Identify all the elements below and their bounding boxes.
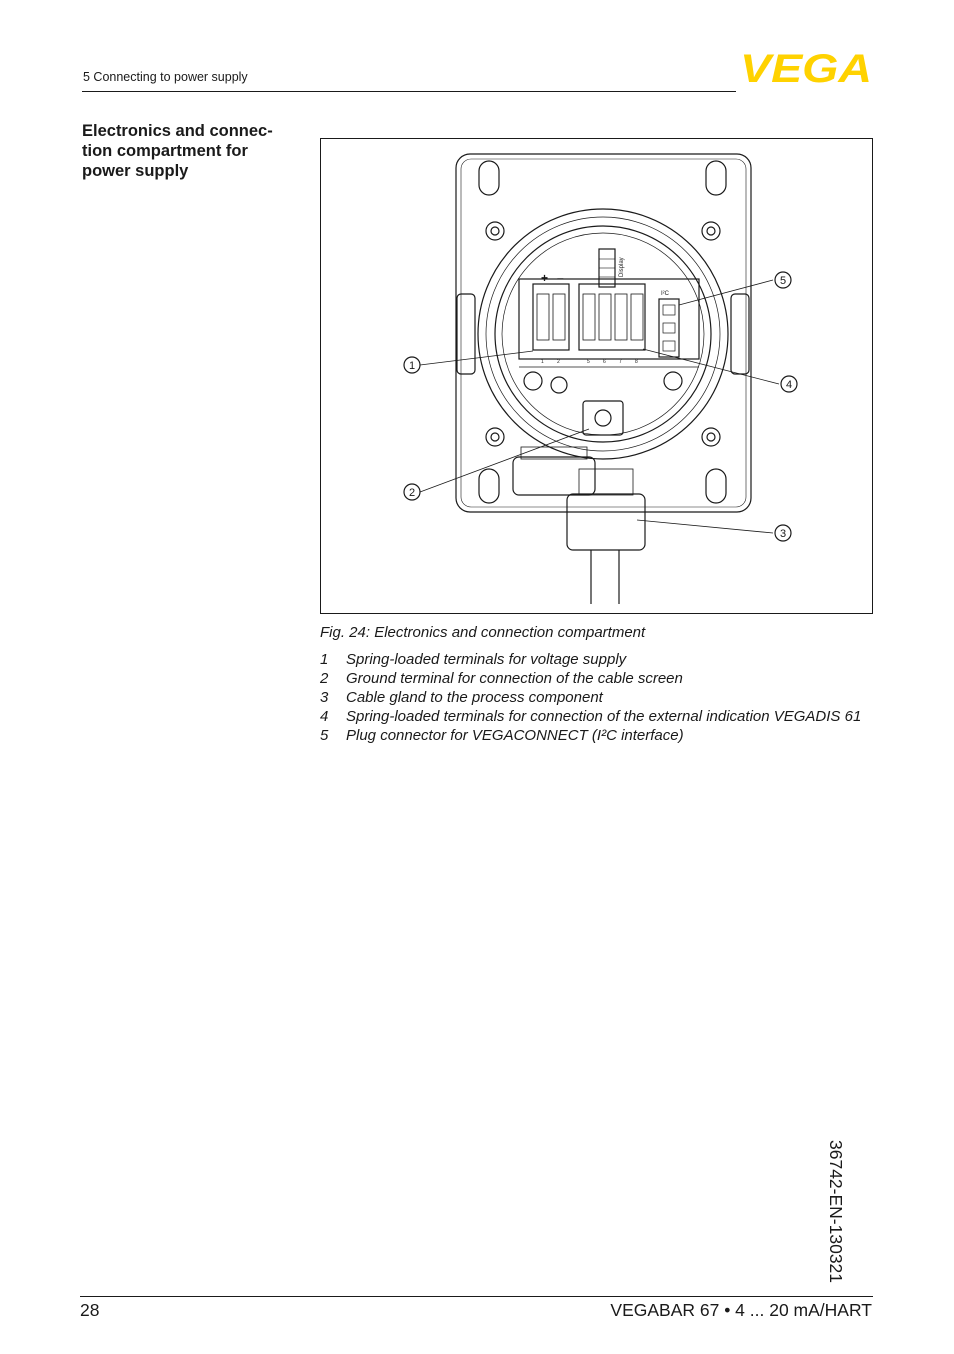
document-code [806,1140,846,1300]
footer-rule [80,1296,873,1297]
slot-hole [706,469,726,503]
figure-caption: Fig. 24: Electronics and connection compartment [320,624,646,641]
vega-logo [740,50,874,86]
legend-number: 1 [320,651,329,668]
terminal-number: 6 [603,359,606,365]
header-rule [82,91,736,92]
figure-electronics-compartment [320,138,873,614]
ground-terminal [583,401,623,435]
terminal-minus-label: – [557,271,564,285]
housing-ring [486,217,720,451]
legend-text: Spring-loaded terminals for voltage supply [346,651,627,668]
callout-4: 4 [785,379,793,391]
slot-hole [479,469,499,503]
terminal-number: 8 [635,359,638,365]
legend-item [320,726,876,745]
vega-logo-text: VEGA [740,50,872,86]
legend-text: Spring-loaded terminals for connection of the external indication VEGADIS 61 [346,708,862,725]
cable-gland-process [567,494,645,550]
side-boss-left [457,294,475,374]
slot-hole [479,161,499,195]
legend-item [320,650,876,669]
legend-number: 4 [320,708,329,725]
terminal-number: 2 [557,359,560,365]
corner-screw-center [707,227,715,235]
leader-2 [420,429,589,492]
legend-text: Ground terminal for connection of the cable screen [346,670,683,687]
terminal-number: 7 [619,359,622,365]
flange-plate-inner [461,159,746,507]
callout-2: 2 [408,487,416,499]
housing-outer-ring [478,209,728,459]
i2c-connector [659,299,679,357]
document-code-text: 36742-EN-130321 [826,1140,846,1284]
corner-screw-center [491,227,499,235]
corner-screw [486,222,504,240]
terminal-number: 5 [587,359,590,365]
legend-item [320,707,876,726]
board-screw [551,377,567,393]
corner-screw [702,222,720,240]
flange-plate [456,154,751,512]
terminal-number: 1 [541,359,544,365]
figure-legend [320,650,876,745]
legend-number: 3 [320,689,329,706]
legend-item [320,688,876,707]
callout-1: 1 [408,360,416,372]
board-screw [664,372,682,390]
compartment-drawing [321,139,874,615]
page-number: 28 [80,1300,100,1320]
callout-3: 3 [779,528,787,540]
slot-hole [706,161,726,195]
i2c-label: I²C [661,291,669,297]
legend-text: Plug connector for VEGACONNECT (I²C interface) [346,727,684,744]
terminal-plus-label: + [541,271,549,285]
footer-product-title: VEGABAR 67 • 4 ... 20 mA/HART [610,1300,872,1320]
cable-gland-left [513,457,595,495]
corner-screw [702,428,720,446]
corner-screw [486,428,504,446]
legend-number: 5 [320,727,329,744]
header-section-title: 5 Connecting to power supply [83,70,248,84]
board-screw [524,372,542,390]
legend-number: 2 [320,670,329,687]
leader-5 [679,280,773,305]
legend-text: Cable gland to the process component [346,689,603,706]
section-title-text: Electronics and connec- tion compartment for power supply [82,122,273,180]
display-label: Display [619,257,625,277]
leader-3 [637,520,773,533]
electronics-board [519,279,699,359]
ground-terminal-screw [595,410,611,426]
legend-item [320,669,876,688]
callout-5: 5 [779,275,787,287]
leader-1 [420,351,533,365]
housing-cavity [502,233,704,435]
corner-screw-center [491,433,499,441]
section-title [82,121,307,181]
corner-screw-center [707,433,715,441]
